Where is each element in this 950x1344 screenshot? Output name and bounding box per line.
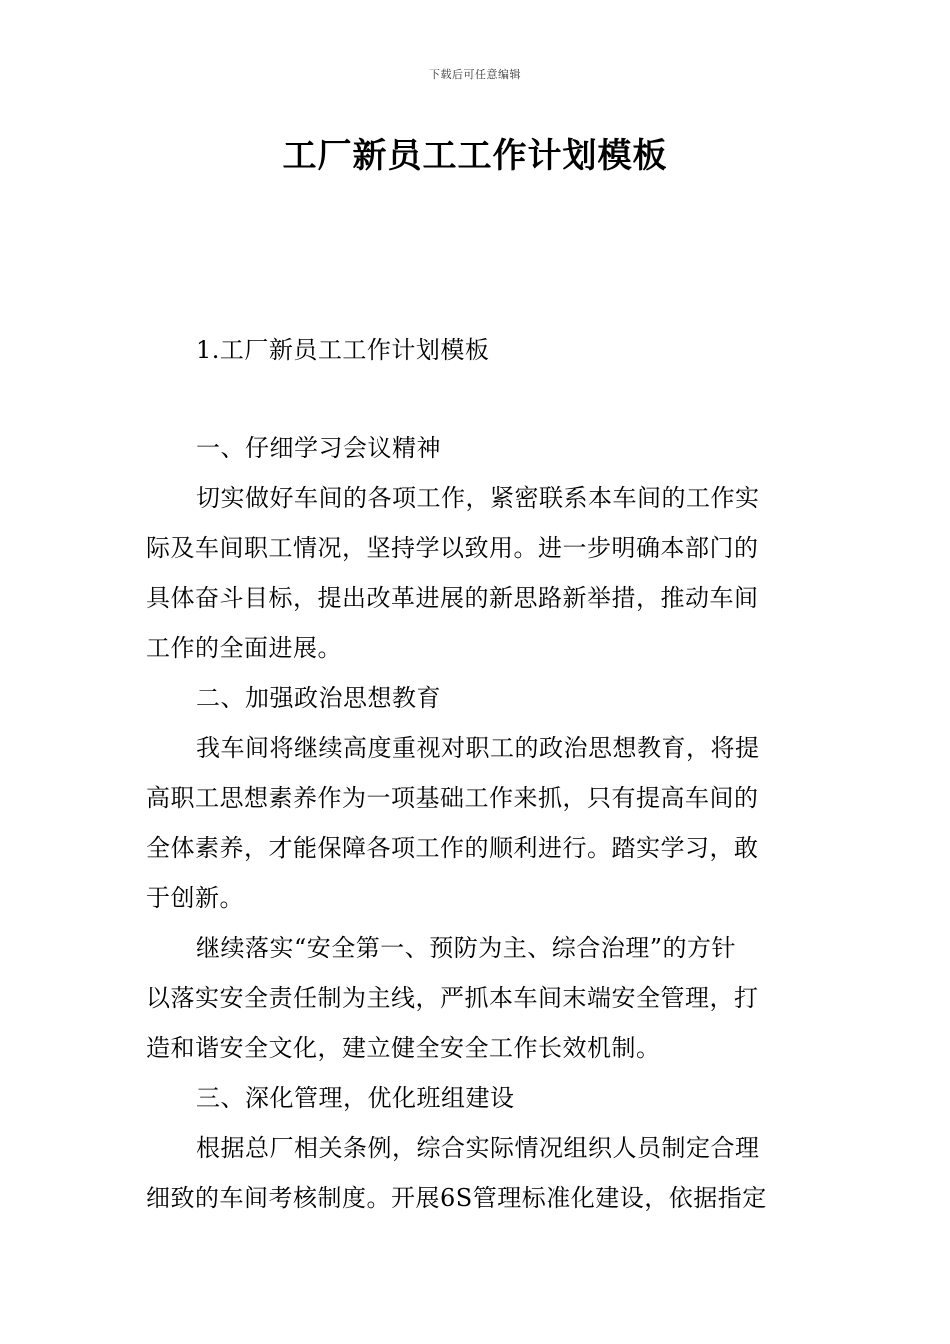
document-title: 工厂新员工工作计划模板	[282, 136, 668, 176]
paragraph-line: 于创新。	[146, 884, 244, 912]
paragraph-line: 根据总厂相关条例，综合实际情况组织人员制定合理	[196, 1134, 760, 1162]
subtitle-block	[146, 325, 808, 375]
section-heading-1: 一、仔细学习会议精神	[196, 434, 441, 462]
paragraph-line: 造和谐安全文化，建立健全安全工作长效机制。	[146, 1034, 661, 1062]
paragraph-line: 继续落实“安全第一、预防为主、综合治理”的方针	[196, 934, 737, 962]
paragraph-line: 全体素养，才能保障各项工作的顺利进行。踏实学习，敢	[146, 834, 759, 862]
paragraph-line: 具体奋斗目标，提出改革进展的新思路新举措，推动车间	[146, 584, 759, 612]
paragraph-line: 工作的全面进展。	[146, 634, 342, 662]
paragraph-line: 切实做好车间的各项工作，紧密联系本车间的工作实	[196, 484, 760, 512]
subtitle: 1.工厂新员工工作计划模板	[196, 336, 490, 364]
header-note: 下载后可任意编辑	[429, 68, 521, 81]
paragraph-line: 以落实安全责任制为主线，严抓本车间末端安全管理，打	[146, 984, 759, 1012]
paragraph-line: 我车间将继续高度重视对职工的政治思想教育，将提	[196, 734, 760, 762]
paragraph-line: 际及车间职工情况，坚持学以致用。进一步明确本部门的	[146, 534, 759, 562]
document-body	[146, 423, 808, 1223]
section-heading-3: 三、深化管理，优化班组建设	[196, 1084, 515, 1112]
section-heading-2: 二、加强政治思想教育	[196, 684, 441, 712]
paragraph-line: 高职工思想素养作为一项基础工作来抓，只有提高车间的	[146, 784, 759, 812]
paragraph-line: 细致的车间考核制度。开展6S管理标准化建设，依据指定	[146, 1184, 767, 1212]
